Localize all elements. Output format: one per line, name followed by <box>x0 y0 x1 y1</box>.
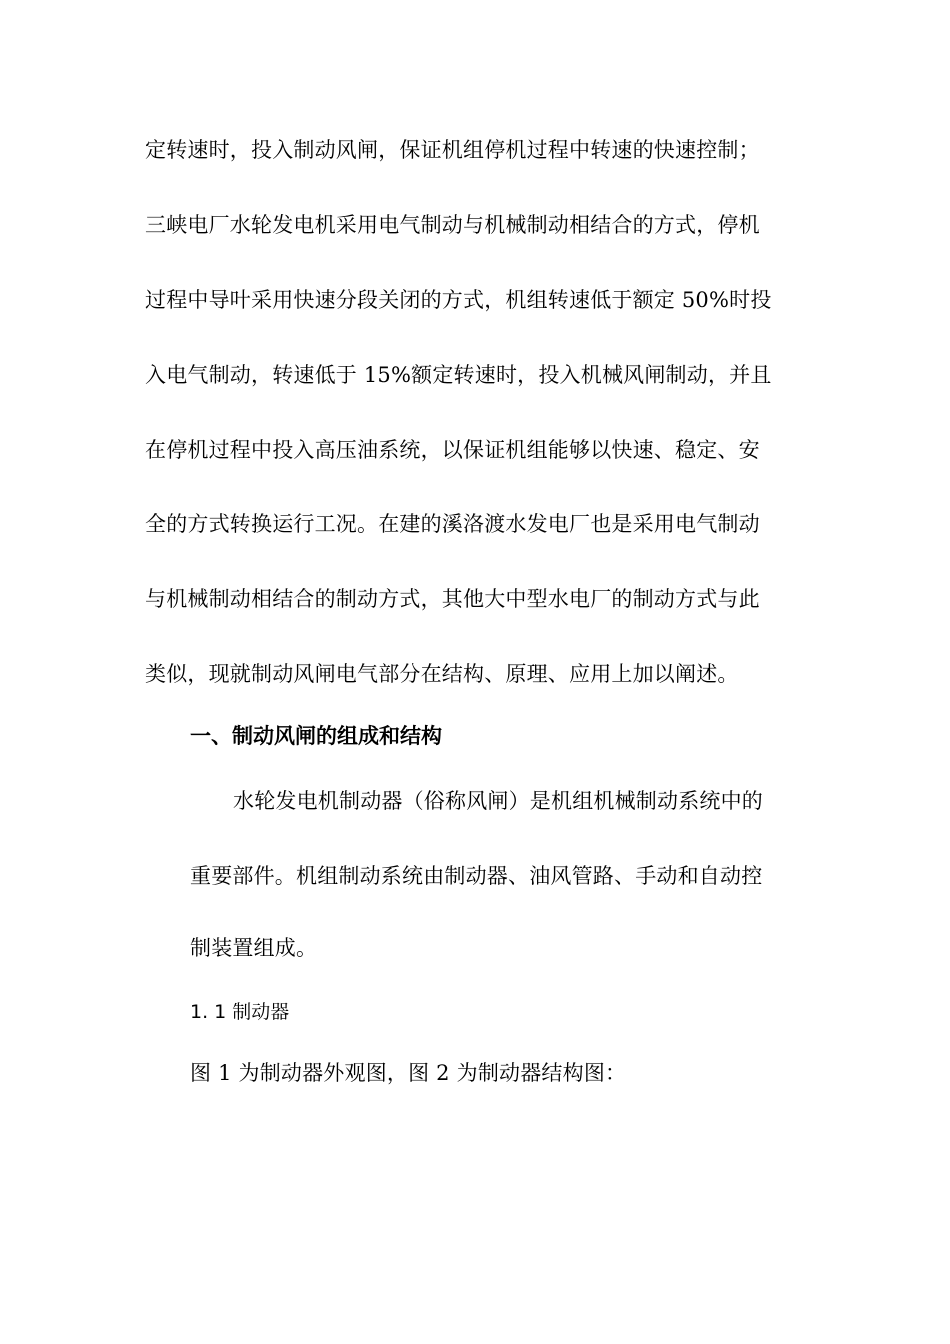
body-text-line: 水轮发电机制动器（俗称风闸）是机组机械制动系统中的 <box>233 789 763 813</box>
body-text-line: 三峡电厂水轮发电机采用电气制动与机械制动相结合的方式，停机 <box>145 213 760 237</box>
body-text-line: 重要部件。机组制动系统由制动器、油风管路、手动和自动控 <box>190 864 763 888</box>
body-text-line: 与机械制动相结合的制动方式，其他大中型水电厂的制动方式与此 <box>145 587 760 611</box>
body-text-line: 在停机过程中投入高压油系统，以保证机组能够以快速、稳定、安 <box>145 438 760 462</box>
body-text-line: 制装置组成。 <box>190 936 318 960</box>
body-text-line: 图 1 为制动器外观图，图 2 为制动器结构图： <box>190 1061 627 1085</box>
body-text-line: 过程中导叶采用快速分段关闭的方式，机组转速低于额定 50%时投 <box>145 288 772 312</box>
body-text-line: 入电气制动，转速低于 15%额定转速时，投入机械风闸制动，并且 <box>145 363 772 387</box>
body-text-line: 类似，现就制动风闸电气部分在结构、原理、应用上加以阐述。 <box>145 662 739 686</box>
subsection-heading: 1. 1 制动器 <box>190 1001 290 1023</box>
body-text-line: 定转速时，投入制动风闸，保证机组停机过程中转速的快速控制； <box>145 138 760 162</box>
section-heading: 一、制动风闸的组成和结构 <box>190 724 442 748</box>
body-text-line: 全的方式转换运行工况。在建的溪洛渡水发电厂也是采用电气制动 <box>145 512 760 536</box>
